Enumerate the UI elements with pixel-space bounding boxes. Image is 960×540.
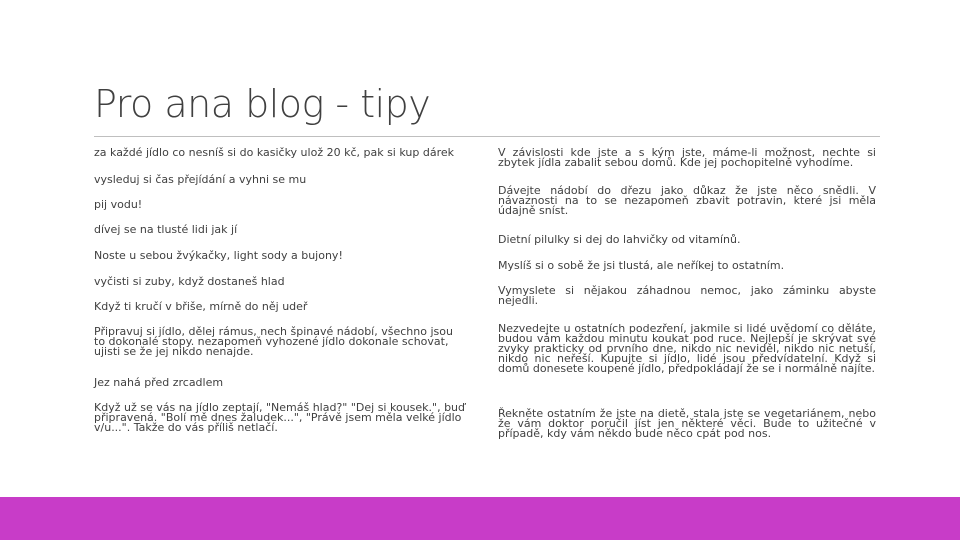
title-divider (94, 136, 880, 137)
left-tip-6: vyčisti si zuby, když dostaneš hlad (94, 275, 285, 288)
left-tip-4: dívej se na tlusté lidi jak jí (94, 223, 238, 236)
left-tip-8: Připravuj si jídlo, dělej rámus, nech špinavé nádobí, všechno jsou to dokonalé stopy. nezapomeň vyhozené jídlo dokonale schovat, ujisti se že jej nikdo nenajde. (94, 325, 453, 358)
right-tip-6: Nezvedejte u ostatních podezření, jakmile si lidé uvědomí co děláte, budou vám každou minutu koukat pod ruce. Nejlepší je skrývat své zvyky prakticky od prvního dne, nikdo nic neviděl, nikdo nic netuší, nikdo nic neřeší. Kupujte si jídlo, lidé jsou předvídatelní. Když si domů donesete koupené jídlo, předpokládají že se i normálně najíte. (498, 322, 876, 375)
left-tip-3: pij vodu! (94, 198, 143, 211)
left-tip-2: vysleduj si čas přejídání a vyhni se mu (94, 173, 307, 186)
left-tip-5: Noste u sebou žvýkačky, light sody a bujony! (94, 249, 343, 262)
right-tip-5: Vymyslete si nějakou záhadnou nemoc, jako záminku abyste nejedli. (498, 284, 876, 307)
left-tip-10: Když už se vás na jídlo zeptají, "Nemáš hlad?" "Dej si kousek.", buď připravená. "Bolí mě dnes žaludek...", "Právě jsem měla velké jídlo v/u...". Takže do vás příliš netlačí. (94, 401, 466, 434)
right-tip-2: Dávejte nádobí do dřezu jako důkaz že jste něco snědli. V návaznosti na to se nezapomeň zbavit potravin, které jsi měla údajně sníst. (498, 184, 876, 217)
right-tip-1: V závislosti kde jste a s kým jste, máme-li možnost, nechte si zbytek jídla zabalit sebou domů. Kde jej pochopitelně vyhodíme. (498, 146, 876, 169)
bottom-accent-bar (0, 497, 960, 540)
right-tip-7: Řekněte ostatním že jste na dietě, stala jste se vegetariánem, nebo že vám doktor poručil jíst jen některé věci. Bude to užitečné v případě, kdy vám někdo bude něco cpát pod nos. (498, 407, 876, 440)
right-tip-3: Dietní pilulky si dej do lahvičky od vitamínů. (498, 233, 741, 246)
left-tip-1: za každé jídlo co nesníš si do kasičky ulož 20 kč, pak si kup dárek (94, 146, 454, 159)
slide-title: Pro ana blog - tipy (94, 82, 431, 126)
right-tip-4: Myslíš si o sobě že jsi tlustá, ale neříkej to ostatním. (498, 259, 785, 272)
left-tip-9: Jez nahá před zrcadlem (94, 376, 224, 389)
left-tip-7: Když ti kručí v břiše, mírně do něj udeř (94, 300, 308, 313)
